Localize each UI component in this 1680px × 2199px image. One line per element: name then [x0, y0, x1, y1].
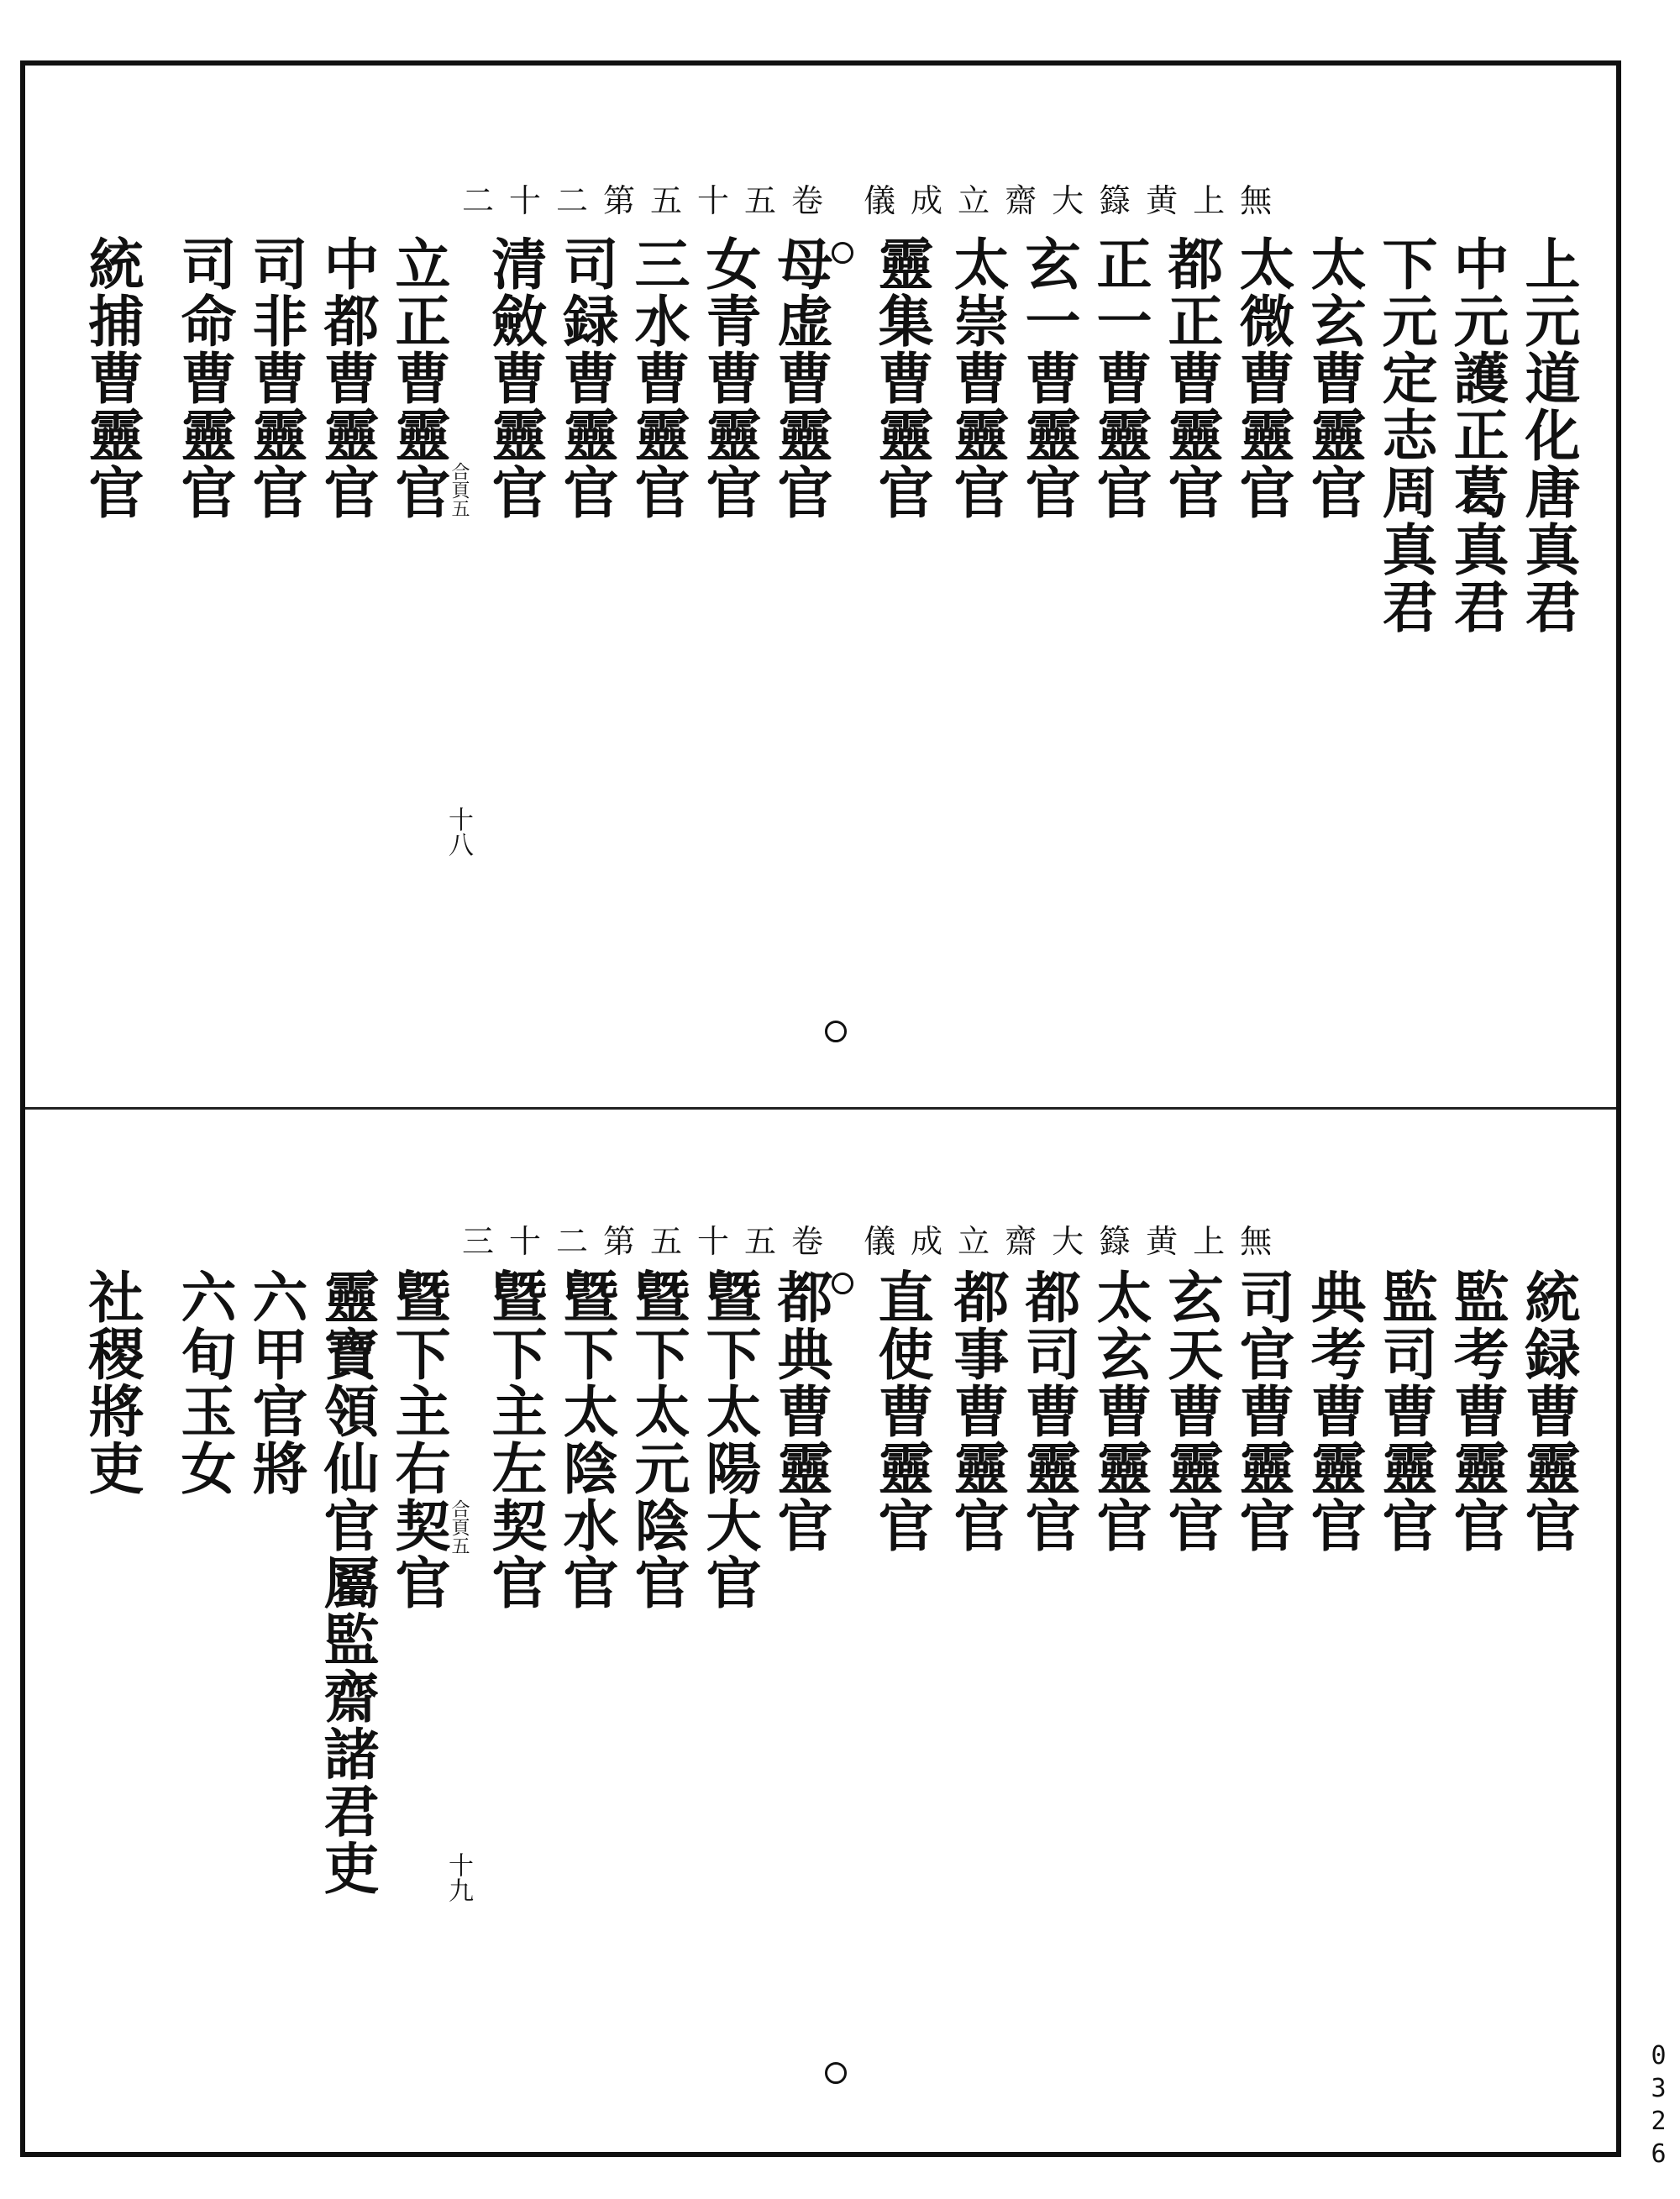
text-column: 都正曹靈官	[1158, 235, 1224, 521]
text-column: 太玄曹靈官	[1301, 235, 1367, 521]
side-page-number: 0326	[1644, 2041, 1673, 2172]
text-column: 直使曹靈官	[869, 1268, 934, 1554]
small-note: 合頁五	[449, 1499, 470, 1555]
circle-mark	[832, 242, 853, 264]
text-column: 曁下太元陰官	[625, 1268, 690, 1611]
circle-mark	[832, 1273, 853, 1294]
page-bottom	[25, 1113, 1616, 2150]
text-column: 社稷將吏	[79, 1268, 144, 1497]
leaf-number: 十八	[444, 806, 473, 857]
text-column: 六旬玉女	[171, 1268, 237, 1497]
text-column: 典考曹靈官	[1301, 1268, 1367, 1554]
text-column: 三水曹靈官	[625, 235, 690, 521]
text-column: 靈集曹靈官	[869, 235, 934, 521]
text-column: 下元定志周真君	[1373, 235, 1438, 635]
page-top	[25, 67, 1616, 1105]
text-column: 曁下主左契官	[482, 1268, 548, 1611]
text-column: 清斂曹靈官	[482, 235, 548, 521]
page-divider	[25, 1107, 1616, 1110]
text-column: 女青曹靈官	[696, 235, 762, 521]
text-column: 司録曹靈官	[554, 235, 619, 521]
circle-mark	[825, 1021, 847, 1042]
page-header: 三十二第五十五卷 儀成立齋大籙黄上無	[462, 1223, 1288, 1260]
small-note: 合頁五	[449, 462, 470, 517]
text-column: 司官曹靈官	[1230, 1268, 1295, 1554]
text-column: 太微曹靈官	[1230, 235, 1295, 521]
text-column: 都事曹靈官	[944, 1268, 1010, 1554]
text-column: 立正曹靈官	[386, 235, 451, 521]
text-column: 六甲官將	[243, 1268, 308, 1497]
text-column: 曁下主右契官	[386, 1268, 451, 1611]
text-column: 靈寶領仙官屬監齋諸君吏	[314, 1268, 380, 1897]
text-column: 太玄曹靈官	[1087, 1268, 1152, 1554]
text-column: 司非曹靈官	[243, 235, 308, 521]
leaf-number: 十九	[444, 1852, 473, 1902]
text-column: 玄一曹靈官	[1016, 235, 1081, 521]
text-column: 正一曹靈官	[1087, 235, 1152, 521]
text-column: 曁下太陽大官	[696, 1268, 762, 1611]
text-column: 都典曹靈官	[768, 1268, 833, 1554]
text-column: 玄天曹靈官	[1158, 1268, 1224, 1554]
circle-mark	[825, 2062, 847, 2084]
text-column: 統録曹靈官	[1515, 1268, 1581, 1554]
text-column: 都司曹靈官	[1016, 1268, 1081, 1554]
text-column: 曁下太陰水官	[554, 1268, 619, 1611]
page-header: 二十二第五十五卷 儀成立齋大籙黄上無	[462, 182, 1288, 219]
text-column: 上元道化唐真君	[1515, 235, 1581, 635]
text-column: 母虚曹靈官	[768, 235, 833, 521]
text-column: 監考曹靈官	[1444, 1268, 1509, 1554]
text-column: 統捕曹靈官	[79, 235, 144, 521]
text-column: 監司曹靈官	[1373, 1268, 1438, 1554]
text-column: 中都曹靈官	[314, 235, 380, 521]
text-column: 司命曹靈官	[171, 235, 237, 521]
text-column: 太崇曹靈官	[944, 235, 1010, 521]
text-column: 中元護正葛真君	[1444, 235, 1509, 635]
